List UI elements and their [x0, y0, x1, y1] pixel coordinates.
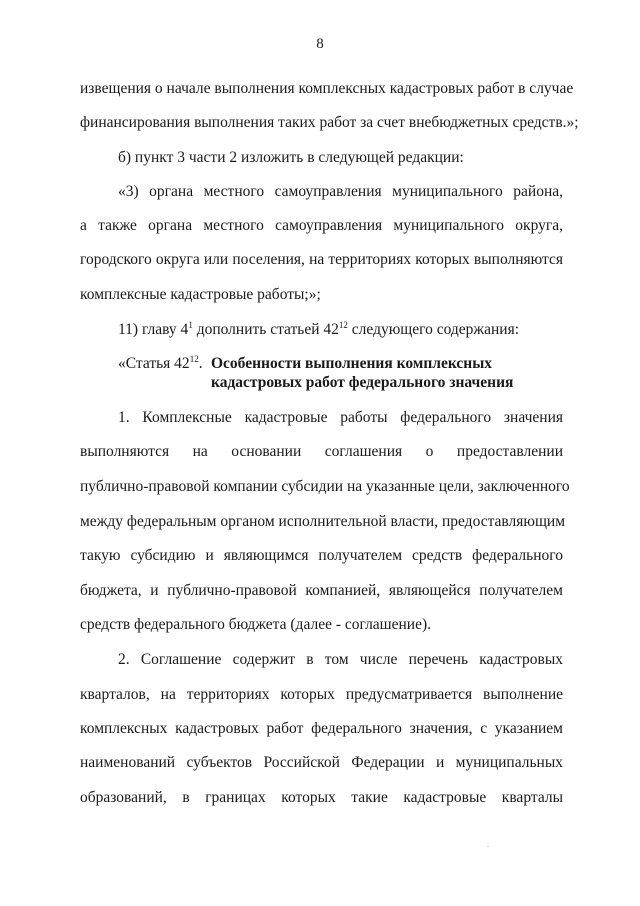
- paragraph-line: б) пункт 3 части 2 изложить в следующей редакции:: [118, 149, 464, 166]
- page-number: 8: [316, 36, 324, 52]
- paragraph-line: извещения о начале выполнения комплексных кадастровых работ в случае: [80, 80, 574, 97]
- paragraph-line: комплексные кадастровые работы;»;: [80, 286, 321, 303]
- superscript: 1: [188, 320, 193, 330]
- paragraph-line: выполняются на основании соглашения о предоставлении: [80, 443, 563, 460]
- text-run: 11) главу 4: [118, 321, 189, 338]
- paragraph-line: городского округа или поселения, на территориях которых выполняются: [80, 251, 563, 268]
- paragraph-line: а также органа местного самоуправления муниципального округа,: [80, 217, 563, 234]
- article-heading-title: Особенности выполнения комплексных: [211, 355, 493, 372]
- paragraph-line: средств федерального бюджета (далее - соглашение).: [80, 616, 432, 633]
- paragraph-line: образований, в границах которых такие кадастровые кварталы: [80, 789, 563, 806]
- scan-speck: [487, 846, 489, 847]
- paragraph-line: такую субсидию и являющимся получателем средств федерального: [80, 547, 563, 564]
- paragraph-line: 2. Соглашение содержит в том числе перечень кадастровых: [118, 651, 563, 668]
- article-heading-prefix: [118, 354, 203, 374]
- paragraph-line: финансирования выполнения таких работ за счет внебюджетных средств.»;: [80, 114, 579, 131]
- paragraph-line: «3) органа местного самоуправления муниципального района,: [118, 183, 563, 200]
- paragraph-line: комплексных кадастровых работ федерального значения, с указанием: [80, 720, 563, 737]
- paragraph-line: публично-правовой компании субсидии на указанные цели, заключенного: [80, 478, 570, 495]
- article-heading-title: кадастровых работ федерального значения: [211, 374, 514, 391]
- superscript: 12: [338, 320, 348, 330]
- text-run: следующего содержания:: [347, 321, 520, 338]
- text-run: .: [198, 355, 203, 372]
- paragraph-line: между федеральным органом исполнительной власти, предоставляющим: [80, 513, 566, 530]
- paragraph-line: наименований субъектов Российской Федерации и муниципальных: [80, 754, 563, 771]
- text-run: «Статья 42: [118, 355, 190, 372]
- paragraph-line: кварталов, на территориях которых предусматривается выполнение: [80, 686, 563, 703]
- text-run: дополнить статьей 42: [192, 321, 339, 338]
- paragraph-line: 1. Комплексные кадастровые работы федерального значения: [118, 409, 563, 426]
- paragraph-line: [118, 320, 563, 340]
- superscript: 12: [189, 354, 199, 364]
- paragraph-line: бюджета, и публично-правовой компанией, являющейся получателем: [80, 582, 563, 599]
